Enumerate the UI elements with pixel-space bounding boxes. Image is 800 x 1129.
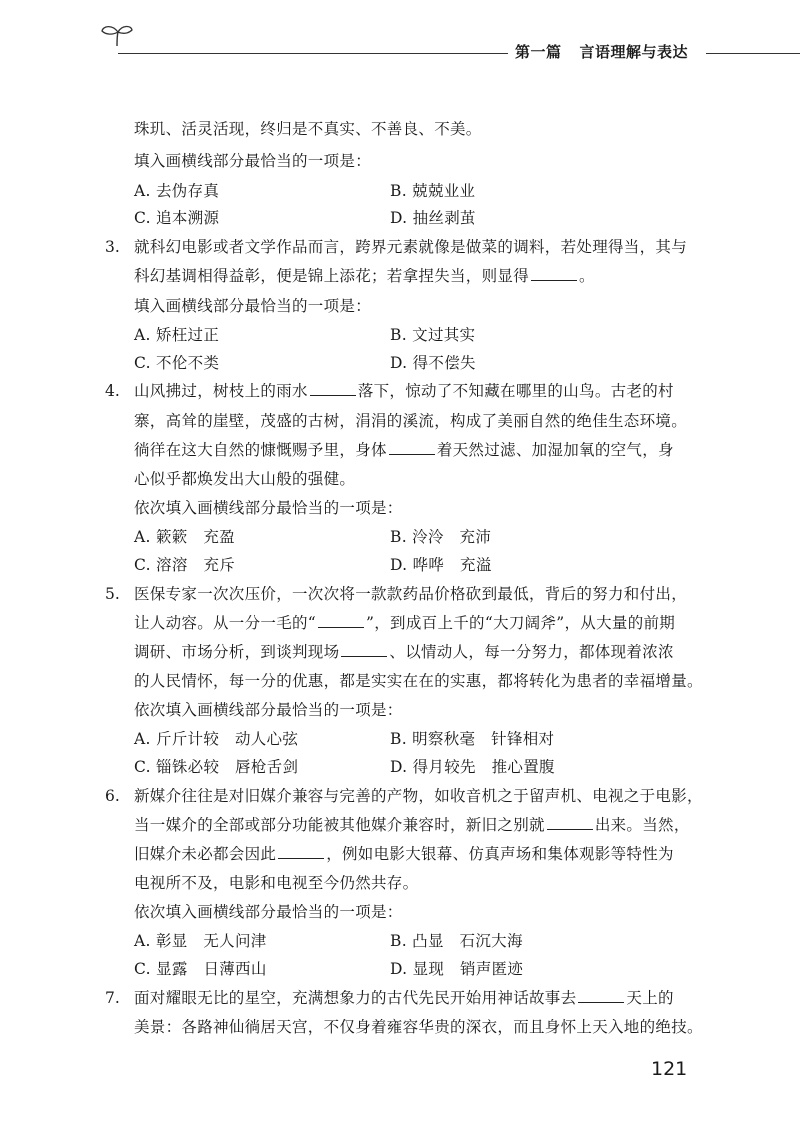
q4-option-d: D. 哗哗 充溢 [390, 556, 492, 574]
q6-blank-1 [547, 815, 593, 830]
q4-line-4: 心似乎都焕发出大山般的强健。 [134, 470, 356, 488]
q4-line-1b: 落下，惊动了不知藏在哪里的山鸟。古老的村 [357, 382, 674, 400]
q4-blank-2 [389, 440, 435, 455]
q3-option-b: B. 文过其实 [390, 326, 476, 344]
q5-number: 5. [105, 585, 120, 603]
q5-option-d: D. 得月较先 推心置腹 [390, 758, 555, 776]
q4-line-2: 寨，高耸的崖壁，茂盛的古树，涓涓的溪流，构成了美丽自然的绝佳生态环境。 [134, 412, 688, 430]
q3-line-2 [134, 266, 595, 286]
q2-option-c: C. 追本溯源 [134, 209, 220, 227]
q2-option-d: D. 抽丝剥茧 [390, 209, 476, 227]
q2-prompt: 填入画横线部分最恰当的一项是： [134, 152, 372, 170]
q6-option-b: B. 凸显 石沉大海 [390, 932, 523, 950]
q5-line-3a: 调研、市场分析，到谈判现场 [134, 643, 340, 661]
q4-line-3a: 徜徉在这大自然的慷慨赐予里，身体 [134, 441, 387, 459]
q5-line-2 [134, 613, 675, 633]
q5-option-a: A. 斤斤计较 动人心弦 [134, 730, 299, 748]
q4-line-1a: 山风拂过，树枝上的雨水 [134, 382, 308, 400]
header-rule-left [118, 53, 508, 54]
q4-blank-1 [310, 381, 356, 396]
q4-line-3 [134, 440, 674, 460]
q6-prompt: 依次填入画横线部分最恰当的一项是： [134, 903, 403, 921]
q6-line-3b: ，例如电影大银幕、仿真声场和集体观影等特性为 [326, 845, 674, 863]
q4-number: 4. [105, 382, 120, 400]
page-header [0, 0, 800, 80]
q6-option-d: D. 显现 销声匿迹 [390, 960, 524, 978]
q5-line-3b: 、以情动人，每一分努力，都体现着浓浓 [389, 643, 674, 661]
q3-prompt: 填入画横线部分最恰当的一项是： [134, 297, 372, 315]
q6-line-3a: 旧媒介未必都会因此 [134, 845, 277, 863]
header-rule-right [706, 53, 800, 54]
q7-blank-1 [578, 988, 624, 1003]
q3-blank [531, 266, 577, 281]
q7-line-1 [134, 988, 674, 1008]
chapter-name: 言语理解与表达 [579, 43, 689, 61]
q3-option-d: D. 得不偿失 [390, 354, 476, 372]
q7-line-1a: 面对耀眼无比的星空，充满想象力的古代先民开始用神话故事去 [134, 989, 577, 1007]
q3-number: 3. [105, 238, 120, 256]
q7-line-1b: 天上的 [626, 989, 674, 1007]
q7-number: 7. [105, 989, 120, 1007]
q5-line-2a: 让人动容。从一分一毛的“ [134, 614, 317, 632]
q3-line-1: 就科幻电影或者文学作品而言，跨界元素就像是做菜的调料，若处理得当，其与 [134, 238, 688, 256]
q3-line-2a: 科幻基调相得益彰，便是锦上添花；若拿捏失当，则显得 [134, 267, 530, 285]
q6-option-a: A. 彰显 无人问津 [134, 932, 267, 950]
q4-option-c: C. 溶溶 充斥 [134, 556, 236, 574]
q4-option-b: B. 泠泠 充沛 [390, 528, 492, 546]
q4-option-a: A. 簌簌 充盈 [134, 528, 235, 546]
q2-option-a: A. 去伪存真 [134, 182, 220, 200]
q5-blank-1 [318, 613, 364, 628]
q5-blank-2 [341, 642, 387, 657]
q3-line-2b: 。 [579, 267, 595, 285]
q3-option-a: A. 矫枉过正 [134, 326, 220, 344]
q4-prompt: 依次填入画横线部分最恰当的一项是： [134, 499, 403, 517]
q5-option-b: B. 明察秋毫 针锋相对 [390, 730, 555, 748]
q3-option-c: C. 不伦不类 [134, 354, 220, 372]
q5-line-1: 医保专家一次次压价，一次次将一款款药品价格砍到最低，背后的努力和付出， [134, 585, 688, 603]
q2-option-b: B. 兢兢业业 [390, 182, 476, 200]
q6-number: 6. [105, 787, 120, 805]
q6-line-2 [134, 815, 690, 835]
q6-line-3 [134, 844, 674, 864]
q5-line-4: 的人民情怀，每一分的优惠，都是实实在在的实惠，都将转化为患者的幸福增量。 [134, 672, 703, 690]
q2-text: 珠玑、活灵活现，终归是不真实、不善良、不美。 [134, 120, 482, 138]
q5-prompt: 依次填入画横线部分最恰当的一项是： [134, 701, 403, 719]
chapter-section: 第一篇 [515, 43, 562, 61]
q4-line-3b: 着天然过滤、加湿加氧的空气，身 [436, 441, 674, 459]
q6-line-4: 电视所不及，电影和电视至今仍然共存。 [134, 874, 419, 892]
q4-line-1 [134, 381, 674, 401]
q7-line-2: 美景：各路神仙徜居天宫，不仅身着雍容华贵的深衣，而且身怀上天入地的绝技。 [134, 1018, 703, 1036]
chapter-title [515, 41, 688, 62]
q6-line-2b: 出来。当然， [594, 816, 690, 834]
q6-line-2a: 当一媒介的全部或部分功能被其他媒介兼容时，新旧之别就 [134, 816, 545, 834]
q6-option-c: C. 显露 日薄西山 [134, 960, 267, 978]
q6-line-1: 新媒介往往是对旧媒介兼容与完善的产物，如收音机之于留声机、电视之于电影， [134, 787, 703, 805]
page-number: 121 [651, 1058, 688, 1080]
q5-line-3 [134, 642, 674, 662]
q5-option-c: C. 锱铢必较 唇枪舌剑 [134, 758, 299, 776]
q5-line-2b: ”，到成百上千的“大刀阔斧”，从大量的前期 [366, 614, 676, 632]
q6-blank-2 [278, 844, 324, 859]
sprout-icon [100, 22, 134, 48]
